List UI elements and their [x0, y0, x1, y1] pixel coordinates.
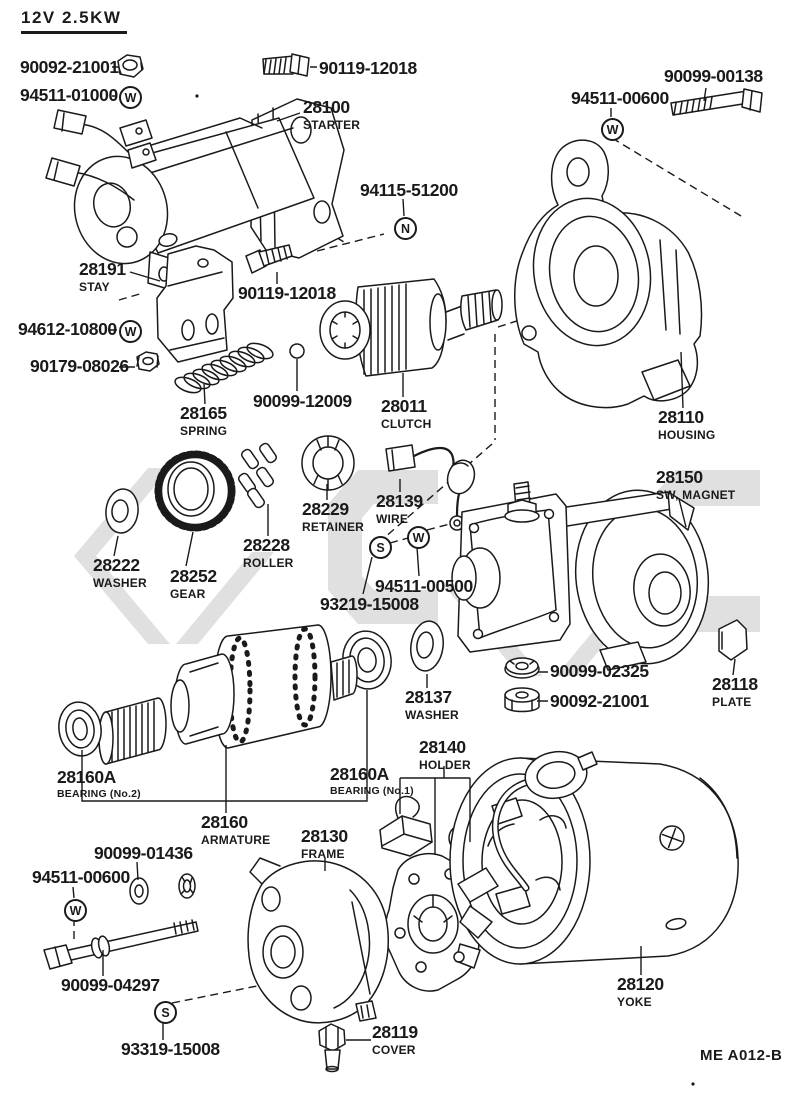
bolt-90119-top-drawing	[263, 54, 309, 76]
label-28137-washer: 28137 WASHER	[405, 687, 459, 722]
diagram-code: ME A012-B	[700, 1047, 783, 1064]
label-90099-00138: 90099-00138	[664, 66, 763, 86]
page-title: 12V 2.5KW	[21, 8, 127, 34]
label-90099-01436: 90099-01436	[94, 843, 193, 863]
armature-drawing	[99, 625, 357, 764]
gear-drawing	[158, 454, 232, 528]
label-90099-04297: 90099-04297	[61, 975, 160, 995]
label-28165-spring: 28165 SPRING	[180, 403, 228, 438]
label-28139-wire: 28139 WIRE	[376, 491, 423, 526]
roller-drawing	[237, 442, 278, 509]
ball-drawing	[290, 344, 304, 358]
screw-mark-symbol: S	[369, 536, 392, 559]
stay-drawing	[157, 246, 233, 362]
nut-90092-top-drawing	[118, 55, 143, 77]
housing-drawing	[515, 140, 702, 407]
nut-90092-bottom-drawing	[505, 688, 539, 712]
bearing-no2-drawing	[55, 699, 104, 758]
label-94511-00600-bottom: 94511-00600	[32, 867, 130, 887]
label-90092-21001-top: 90092-21001	[20, 57, 119, 77]
washer-mark-symbol: W	[407, 526, 430, 549]
label-28120-yoke: 28120 YOKE	[617, 974, 664, 1009]
washer-28137-drawing	[408, 619, 447, 673]
washer-90099-02325-drawing	[505, 658, 539, 678]
washer-mark-symbol: W	[119, 86, 142, 109]
label-90099-12009: 90099-12009	[253, 391, 352, 411]
bolt-90119-mid-drawing	[246, 245, 292, 273]
label-90119-12018-mid: 90119-12018	[238, 283, 336, 303]
label-28118-plate: 28118 PLATE	[712, 674, 758, 709]
label-28252-gear: 28252 GEAR	[170, 566, 217, 601]
label-28119-cover: 28119 COVER	[372, 1022, 418, 1057]
label-90099-02325: 90099-02325	[550, 661, 649, 681]
washer-mark-symbol: W	[601, 118, 624, 141]
label-28160-armature: 28160 ARMATURE	[201, 812, 271, 847]
label-28191-stay: 28191 STAY	[79, 259, 126, 294]
label-90119-12018-top: 90119-12018	[319, 58, 417, 78]
label-28160a-bearing-no2: 28160A BEARING (No.2)	[57, 767, 141, 800]
nut-mark-symbol: N	[394, 217, 417, 240]
label-94612-10800: 94612-10800	[18, 319, 117, 339]
clutch-drawing	[320, 279, 502, 376]
label-28130-frame: 28130 FRAME	[301, 826, 348, 861]
label-94511-01000: 94511-01000	[20, 85, 118, 105]
label-90092-21001-bottom: 90092-21001	[550, 691, 649, 711]
bolt-90099-04297-drawing	[44, 920, 198, 969]
label-28229-retainer: 28229 RETAINER	[302, 499, 365, 534]
screw-mark-symbol: S	[154, 1001, 177, 1024]
label-94511-00600-top: 94511-00600	[571, 88, 669, 108]
frame-drawing	[248, 858, 388, 1023]
label-90179-08026: 90179-08026	[30, 356, 129, 376]
label-28160a-bearing-no1: 28160A BEARING (No.1)	[330, 764, 414, 797]
washer-mark-symbol: W	[64, 899, 87, 922]
yoke-drawing	[450, 747, 738, 964]
washer-mark-symbol: W	[119, 320, 142, 343]
bolt-90099-00138-drawing	[671, 89, 762, 115]
retainer-drawing	[302, 436, 354, 490]
label-28110-housing: 28110 HOUSING	[658, 407, 716, 442]
label-28140-holder: 28140 HOLDER	[419, 737, 471, 772]
nut-90179-drawing	[137, 352, 159, 371]
label-28150-sw-magnet: 28150 SW, MAGNET	[656, 467, 736, 502]
label-28228-roller: 28228 ROLLER	[243, 535, 294, 570]
label-93319-15008: 93319-15008	[121, 1039, 220, 1059]
label-28222-washer: 28222 WASHER	[93, 555, 147, 590]
washer-90099-01436-drawing	[130, 874, 195, 904]
cover-drawing	[319, 1024, 345, 1072]
label-94115-51200: 94115-51200	[360, 180, 458, 200]
label-93219-15008: 93219-15008	[320, 594, 419, 614]
label-28011-clutch: 28011 CLUTCH	[381, 396, 432, 431]
label-94511-00500: 94511-00500	[375, 576, 473, 596]
label-28100-starter: 28100 STARTER	[303, 97, 361, 132]
